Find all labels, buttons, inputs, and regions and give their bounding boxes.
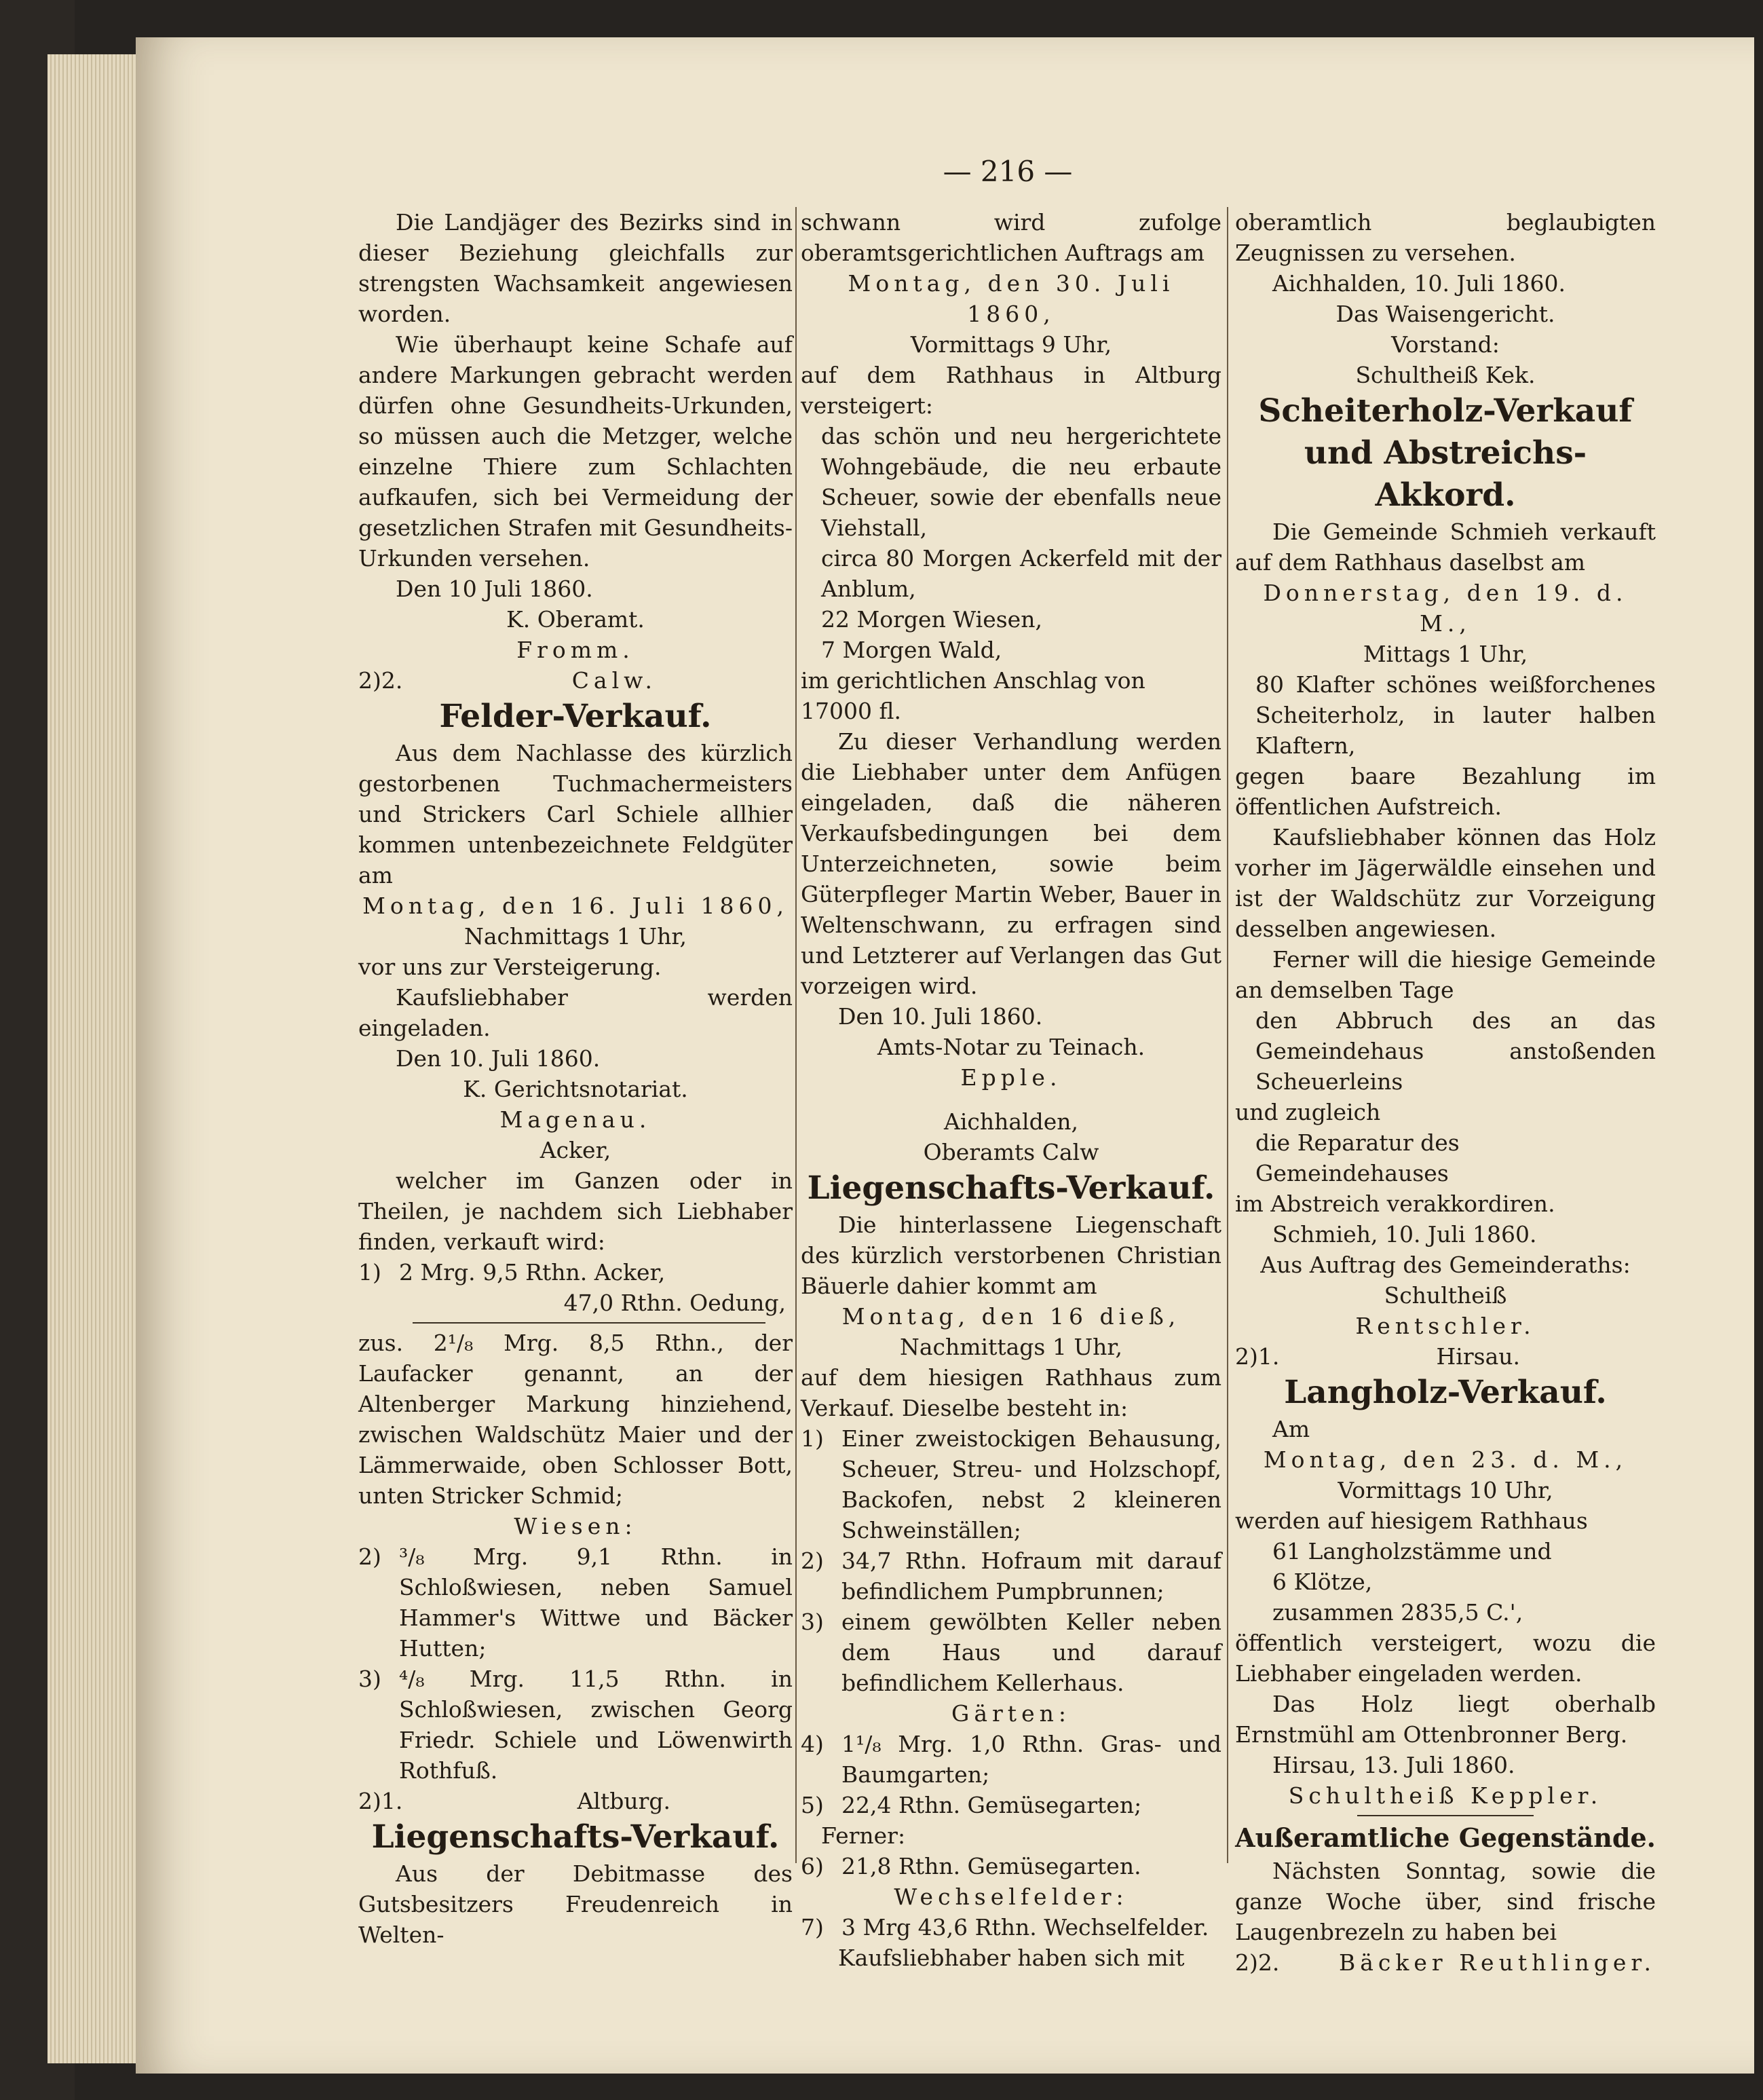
paragraph: Kaufsliebhaber können das Holz vorher im Jägerwäldle einsehen und ist der Waldschütz zur Vorzeigung desselben angewiesen. — [1235, 824, 1656, 942]
date-line: Hirsau, 13. Juli 1860. — [1272, 1752, 1515, 1778]
item-number: 1) — [801, 1425, 824, 1452]
section-title: Außeramtliche Gegenstände. — [1235, 1822, 1656, 1853]
item-number: 3) — [358, 1666, 381, 1692]
paragraph: Die Gemeinde Schmieh verkauft auf dem Rathhaus daselbst am — [1235, 519, 1656, 576]
notice-title: Felder-Verkauf. — [439, 698, 712, 735]
item-number: 7) — [801, 1914, 824, 1940]
paragraph: im Abstreich verakkordiren. — [1235, 1190, 1555, 1217]
page-edges — [48, 54, 149, 2063]
paragraph: Aus der Debitmasse des Gutsbesitzers Freudenreich in Welten- — [358, 1860, 793, 1948]
list-item — [801, 1423, 1221, 1545]
column-3 — [1235, 207, 1656, 1978]
list-line: zusammen 2835,5 C.', — [1272, 1599, 1523, 1626]
date-line: Den 10. Juli 1860. — [838, 1003, 1043, 1030]
list-item — [801, 1790, 1221, 1820]
date-line: Montag, den 16. Juli 1860, — [362, 893, 789, 919]
item-number: 1) — [358, 1259, 381, 1286]
reference-number: 2)1. — [358, 1788, 403, 1814]
list-item — [801, 1912, 1221, 1943]
paragraph: oberamtlich beglaubigten Zeugnissen zu versehen. — [1235, 209, 1656, 266]
paragraph: vor uns zur Versteigerung. — [358, 954, 662, 980]
office: K. Oberamt. — [506, 606, 645, 633]
item-text: einem gewölbten Keller neben dem Haus und darauf befindlichem Kellerhaus. — [841, 1609, 1221, 1696]
office: K. Gerichtsnotariat. — [463, 1076, 688, 1102]
column-1 — [358, 207, 793, 1950]
item-text: 2 Mrg. 9,5 Rthn. Acker, — [399, 1259, 666, 1286]
place-name: Aichhalden, — [944, 1108, 1078, 1135]
page-number: — 216 — — [943, 155, 1073, 188]
list-item — [358, 1257, 793, 1288]
paragraph: Die Landjäger des Bezirks sind in dieser Beziehung gleichfalls zur strengsten Wachsamkeit angewiesen worden. — [358, 209, 793, 327]
divider — [413, 1322, 765, 1324]
signature: Schultheiß Kek. — [1355, 362, 1536, 388]
reference-number: 2)2. — [358, 667, 403, 694]
date-line: Montag, den 16 dieß, — [841, 1303, 1181, 1330]
time-line: Nachmittags 1 Uhr, — [899, 1334, 1123, 1360]
item-text: ⁴/₈ Mrg. 11,5 Rthn. in Schloßwiesen, zwischen Georg Friedr. Schiele und Löwenwirth Rothfuß. — [399, 1666, 793, 1784]
list-item — [358, 1664, 793, 1786]
section-heading: Acker, — [539, 1137, 611, 1163]
time-line: Vormittags 10 Uhr, — [1338, 1477, 1553, 1503]
paragraph: Kaufsliebhaber werden eingeladen. — [358, 984, 793, 1041]
column-rule — [1227, 207, 1228, 1863]
notice-title: Scheiterholz-Verkauf und Abstreichs-Akkord. — [1258, 392, 1633, 514]
paragraph: Am — [1272, 1416, 1310, 1442]
item-number: 2) — [358, 1543, 381, 1570]
list-line: das schön und neu hergerichtete Wohngebäude, die neu erbaute Scheuer, sowie der ebenfalls neue Viehstall, — [821, 423, 1221, 541]
list-item — [358, 1541, 793, 1664]
item-number: 2) — [801, 1548, 824, 1574]
signature-row — [1235, 1947, 1656, 1978]
date-line: Aichhalden, 10. Juli 1860. — [1272, 270, 1566, 297]
paragraph: auf dem Rathhaus in Altburg versteigert: — [801, 362, 1221, 419]
signature: Magenau. — [499, 1106, 651, 1133]
paragraph: Aus dem Nachlasse des kürzlich gestorbenen Tuchmachermeisters und Strickers Carl Schiele allhier kommen untenbezeichnete Feldgüter am — [358, 740, 793, 888]
notice-header — [358, 665, 793, 696]
date-line: Donnerstag, den 19. d. M., — [1263, 580, 1628, 637]
office: Das Waisengericht. — [1335, 301, 1555, 327]
notice-header — [1235, 1341, 1656, 1372]
item-number: 5) — [801, 1792, 824, 1818]
reference-number: 2)2. — [1235, 1949, 1280, 1976]
date-line: Montag, den 30. Juli 1860, — [848, 270, 1175, 327]
list-item — [801, 1851, 1221, 1881]
paragraph: öffentlich versteigert, wozu die Liebhaber eingeladen werden. — [1235, 1630, 1656, 1687]
list-line: 6 Klötze, — [1272, 1569, 1373, 1595]
signature: Bäcker Reuthlinger. — [1339, 1949, 1656, 1976]
time-line: Mittags 1 Uhr, — [1363, 641, 1528, 667]
date-line: Den 10. Juli 1860. — [396, 1045, 601, 1072]
paragraph: schwann wird zufolge oberamtsgerichtlichen Auftrags am — [801, 209, 1221, 266]
list-line: im gerichtlichen Anschlag von 17000 fl. — [801, 667, 1145, 724]
section-heading: Ferner: — [821, 1822, 906, 1849]
list-line: die Reparatur des Gemeindehauses — [1255, 1129, 1460, 1186]
item-text: 47,0 Rthn. Oedung, — [563, 1290, 786, 1316]
list-line: 7 Morgen Wald, — [821, 637, 1002, 663]
item-text: 1¹/₈ Mrg. 1,0 Rthn. Gras- und Baumgarten; — [841, 1731, 1221, 1788]
signature: Rentschler. — [1355, 1313, 1536, 1339]
item-text: 3 Mrg 43,6 Rthn. Wechselfelder. — [841, 1914, 1209, 1940]
list-line: circa 80 Morgen Ackerfeld mit der Anblum, — [821, 545, 1221, 602]
signature: Schultheiß Keppler. — [1288, 1782, 1603, 1809]
list-item — [801, 1729, 1221, 1790]
item-text: 22,4 Rthn. Gemüsegarten; — [841, 1792, 1142, 1818]
section-heading: Wiesen: — [514, 1513, 637, 1539]
item-text: Einer zweistockigen Behausung, Scheuer, Streu- und Holzschopf, Backofen, nebst 2 kleineren Schweinställen; — [841, 1425, 1221, 1543]
column-rule — [795, 207, 797, 1863]
office: Schultheiß — [1384, 1282, 1507, 1309]
paragraph: Zu dieser Verhandlung werden die Liebhaber unter dem Anfügen eingeladen, daß die näheren Verkaufsbedingungen bei dem Unterzeichneten, sowie beim Güterpfleger Martin Weber, Bauer in Weltenschwann, zu erfragen sind und Letzterer auf Verlangen das Gut vorzeigen wird. — [801, 728, 1221, 999]
paragraph: und zugleich — [1235, 1099, 1381, 1125]
signature: Fromm. — [516, 637, 634, 663]
column-2 — [801, 207, 1221, 1973]
paragraph: auf dem hiesigen Rathhaus zum Verkauf. Dieselbe besteht in: — [801, 1364, 1221, 1421]
section-heading: Gärten: — [951, 1700, 1071, 1727]
item-text: ³/₈ Mrg. 9,1 Rthn. in Schloßwiesen, neben Samuel Hammer's Wittwe und Bäcker Hutten; — [399, 1543, 793, 1662]
divider — [1357, 1815, 1534, 1816]
list-item — [801, 1545, 1221, 1607]
paragraph: gegen baare Bezahlung im öffentlichen Aufstreich. — [1235, 763, 1656, 820]
paragraph: welcher im Ganzen oder in Theilen, je nachdem sich Liebhaber finden, verkauft wird: — [358, 1167, 793, 1255]
paragraph: Die hinterlassene Liegenschaft des kürzlich verstorbenen Christian Bäuerle dahier kommt am — [801, 1212, 1221, 1299]
paragraph: Ferner will die hiesige Gemeinde an demselben Tage — [1235, 946, 1656, 1003]
place-name: Altburg. — [577, 1788, 670, 1814]
paragraph: werden auf hiesigem Rathhaus — [1235, 1507, 1588, 1534]
list-line: 80 Klafter schönes weißforchenes Scheiterholz, in lauter halben Klaftern, — [1255, 671, 1656, 759]
notice-title: Liegenschafts-Verkauf. — [371, 1818, 780, 1856]
date-line: Montag, den 23. d. M., — [1263, 1446, 1628, 1473]
date-line: Den 10 Juli 1860. — [396, 576, 593, 602]
place-name: Calw. — [571, 667, 657, 694]
time-line: Vormittags 9 Uhr, — [910, 331, 1112, 358]
item-text: 34,7 Rthn. Hofraum mit darauf befindlichem Pumpbrunnen; — [841, 1548, 1221, 1605]
place-name: Hirsau. — [1436, 1343, 1520, 1370]
paragraph: Das Holz liegt oberhalb Ernstmühl am Ottenbronner Berg. — [1235, 1691, 1656, 1748]
item-number: 3) — [801, 1609, 824, 1635]
time-line: Nachmittags 1 Uhr, — [463, 923, 687, 950]
paragraph: Wie überhaupt keine Schafe auf andere Markungen gebracht werden dürfen ohne Gesundheits-Urkunden, so müssen auch die Metzger, welche einzelne Thiere zum Schlachten aufkaufen, sich bei Vermeidung der gesetzlichen Strafen mit Gesundheits-Urkunden versehen. — [358, 331, 793, 571]
item-number: 6) — [801, 1853, 824, 1879]
notice-header — [358, 1786, 793, 1816]
paragraph: Nächsten Sonntag, sowie die ganze Woche über, sind frische Laugenbrezeln zu haben bei — [1235, 1858, 1656, 1945]
reference-number: 2)1. — [1235, 1343, 1280, 1370]
notice-title: Langholz-Verkauf. — [1284, 1374, 1607, 1411]
notice-title: Liegenschafts-Verkauf. — [807, 1169, 1215, 1207]
signature: Epple. — [960, 1064, 1062, 1091]
item-text: 21,8 Rthn. Gemüsegarten. — [841, 1853, 1141, 1879]
place-name: Oberamts Calw — [923, 1139, 1099, 1165]
paragraph: zus. 2¹/₈ Mrg. 8,5 Rthn., der Laufacker genannt, an der Altenberger Markung hinziehend, zwischen Waldschütz Maier und der Lämmerwaide, oben Schlosser Bott, unten Stricker Schmid; — [358, 1330, 793, 1509]
office: Amts-Notar zu Teinach. — [877, 1034, 1145, 1060]
item-number: 4) — [801, 1731, 824, 1757]
office: Aus Auftrag des Gemeinderaths: — [1260, 1252, 1631, 1278]
paragraph: Kaufsliebhaber haben sich mit — [838, 1945, 1185, 1971]
office: Vorstand: — [1391, 331, 1500, 358]
list-line: 22 Morgen Wiesen, — [821, 606, 1042, 633]
section-heading: Wechselfelder: — [894, 1883, 1129, 1910]
date-line: Schmieh, 10. Juli 1860. — [1272, 1221, 1537, 1248]
list-item — [801, 1607, 1221, 1698]
list-line: 61 Langholzstämme und — [1272, 1538, 1552, 1564]
list-line: den Abbruch des an das Gemeindehaus anstoßenden Scheuerleins — [1255, 1007, 1656, 1095]
